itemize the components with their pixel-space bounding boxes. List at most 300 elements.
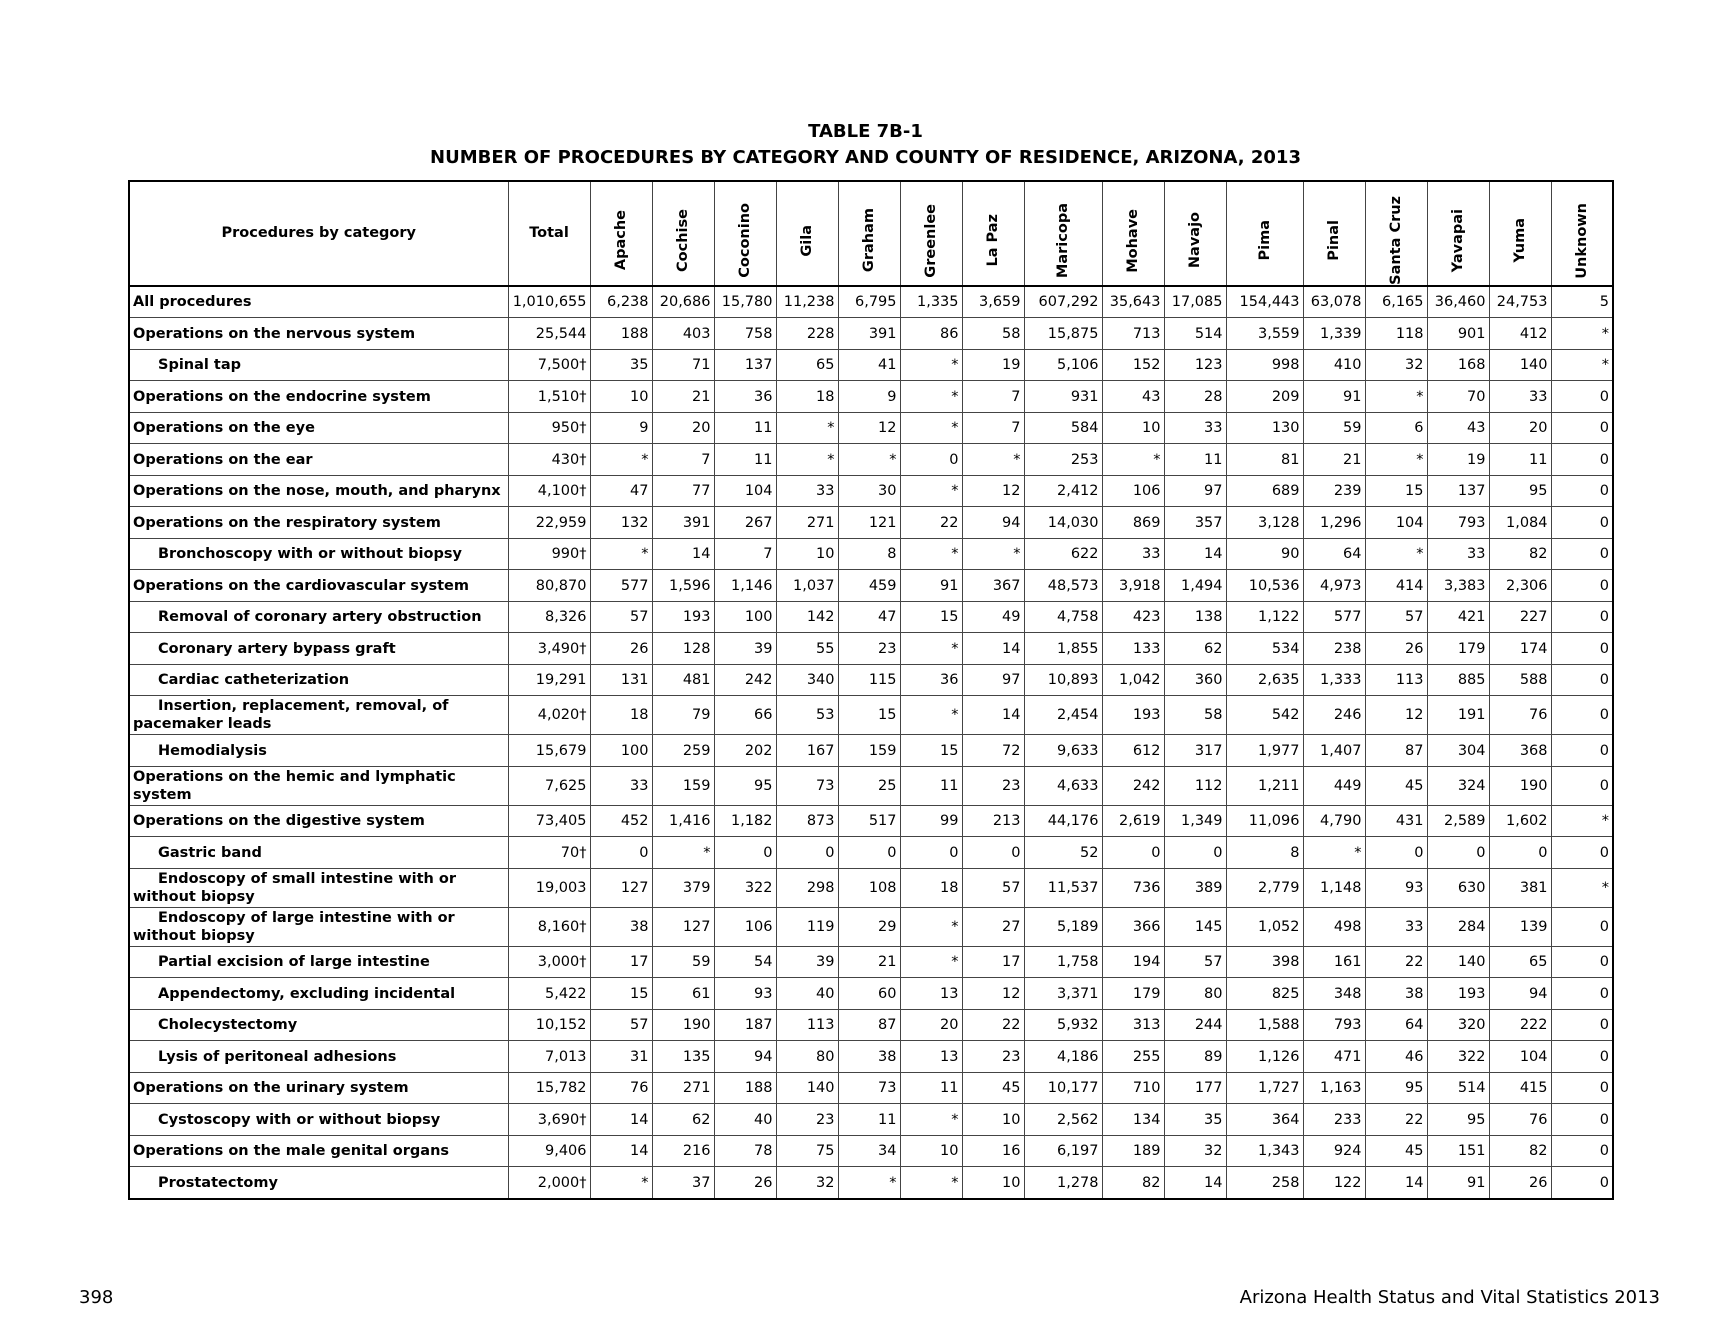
county-cell: 59 — [1303, 412, 1365, 444]
county-cell: 32 — [1164, 1135, 1226, 1167]
county-cell: * — [900, 1104, 962, 1136]
county-cell: 82 — [1489, 538, 1551, 570]
county-cell: 423 — [1102, 601, 1164, 633]
county-cell: 190 — [1489, 766, 1551, 805]
county-cell: 80 — [1164, 978, 1226, 1010]
county-name: Maricopa — [1055, 202, 1071, 278]
county-cell: 26 — [1489, 1167, 1551, 1199]
row-label — [129, 696, 508, 735]
county-cell: 2,589 — [1427, 805, 1489, 837]
county-cell: 1,416 — [652, 805, 714, 837]
county-cell: 168 — [1427, 349, 1489, 381]
table-row — [129, 868, 1613, 907]
county-cell: 391 — [652, 507, 714, 539]
county-cell: 187 — [714, 1009, 776, 1041]
county-cell: 0 — [900, 444, 962, 476]
county-cell: 3,918 — [1102, 570, 1164, 602]
county-cell: 79 — [652, 696, 714, 735]
county-cell: 12 — [962, 475, 1024, 507]
county-cell: 3,659 — [962, 286, 1024, 318]
row-label-text: Lysis of peritoneal adhesions — [158, 1048, 397, 1065]
row-label — [129, 946, 508, 978]
county-cell: 517 — [838, 805, 900, 837]
county-cell: 1,588 — [1226, 1009, 1303, 1041]
county-cell: 931 — [1024, 381, 1102, 413]
row-label-text: Operations on the eye — [133, 420, 315, 437]
row-label — [129, 412, 508, 444]
county-cell: 33 — [1365, 907, 1427, 946]
county-cell: 449 — [1303, 766, 1365, 805]
county-cell: 49 — [962, 601, 1024, 633]
county-cell: 0 — [1551, 412, 1613, 444]
county-cell: 26 — [714, 1167, 776, 1199]
county-cell: 2,454 — [1024, 696, 1102, 735]
county-cell: 87 — [1365, 735, 1427, 767]
county-cell: * — [900, 907, 962, 946]
county-cell: 10,177 — [1024, 1072, 1102, 1104]
county-cell: 271 — [776, 507, 838, 539]
county-cell: * — [962, 538, 1024, 570]
county-cell: 16 — [962, 1135, 1024, 1167]
county-cell: 14 — [1164, 1167, 1226, 1199]
county-cell: 113 — [1365, 664, 1427, 696]
county-cell: 138 — [1164, 601, 1226, 633]
county-cell: 246 — [1303, 696, 1365, 735]
county-cell: 64 — [1303, 538, 1365, 570]
county-cell: * — [900, 538, 962, 570]
county-cell: 58 — [962, 318, 1024, 350]
row-label — [129, 318, 508, 350]
county-cell: * — [962, 444, 1024, 476]
row-label-text: Operations on the cardiovascular system — [133, 577, 469, 594]
county-cell: 95 — [1365, 1072, 1427, 1104]
county-cell: 57 — [1164, 946, 1226, 978]
county-cell: 1,758 — [1024, 946, 1102, 978]
row-label — [129, 837, 508, 869]
county-cell: 18 — [776, 381, 838, 413]
county-cell: 30 — [838, 475, 900, 507]
county-cell: 1,163 — [1303, 1072, 1365, 1104]
county-cell: 11 — [714, 412, 776, 444]
county-cell: 577 — [1303, 601, 1365, 633]
county-cell: 1,343 — [1226, 1135, 1303, 1167]
total-cell: 9,406 — [508, 1135, 590, 1167]
county-cell: * — [900, 1167, 962, 1199]
county-cell: 18 — [590, 696, 652, 735]
county-cell: 17 — [962, 946, 1024, 978]
total-cell: 3,000† — [508, 946, 590, 978]
county-cell: 47 — [838, 601, 900, 633]
total-cell: 22,959 — [508, 507, 590, 539]
county-cell: 1,052 — [1226, 907, 1303, 946]
county-cell: 17,085 — [1164, 286, 1226, 318]
county-name: Gila — [799, 224, 815, 257]
county-cell: 15 — [900, 601, 962, 633]
county-cell: 194 — [1102, 946, 1164, 978]
table-row — [129, 907, 1613, 946]
row-label-text: Endoscopy of small intestine with or without biopsy — [133, 870, 457, 905]
county-cell: 62 — [652, 1104, 714, 1136]
total-cell: 7,625 — [508, 766, 590, 805]
county-name: Pinal — [1326, 220, 1342, 261]
row-label-text: All procedures — [133, 294, 252, 311]
county-cell: 242 — [1102, 766, 1164, 805]
table-row — [129, 475, 1613, 507]
county-cell: 5,932 — [1024, 1009, 1102, 1041]
county-cell: 159 — [652, 766, 714, 805]
county-cell: 26 — [1365, 633, 1427, 665]
county-cell: 5 — [1551, 286, 1613, 318]
county-name: Cochise — [675, 208, 691, 272]
row-label-text: Operations on the endocrine system — [133, 388, 431, 405]
column-header-county — [1024, 181, 1102, 286]
county-cell: 57 — [590, 1009, 652, 1041]
county-cell: 26 — [590, 633, 652, 665]
county-cell: 43 — [1102, 381, 1164, 413]
county-cell: 0 — [776, 837, 838, 869]
county-cell: 190 — [652, 1009, 714, 1041]
county-cell: 137 — [1427, 475, 1489, 507]
county-cell: 1,182 — [714, 805, 776, 837]
county-cell: 131 — [590, 664, 652, 696]
county-cell: 227 — [1489, 601, 1551, 633]
table-row — [129, 1072, 1613, 1104]
county-cell: 9 — [838, 381, 900, 413]
county-cell: 379 — [652, 868, 714, 907]
county-cell: 14 — [590, 1135, 652, 1167]
county-cell: 6,165 — [1365, 286, 1427, 318]
county-cell: 389 — [1164, 868, 1226, 907]
row-label-text: Partial excision of large intestine — [158, 954, 430, 971]
county-cell: 0 — [900, 837, 962, 869]
county-cell: 415 — [1489, 1072, 1551, 1104]
county-cell: * — [1551, 805, 1613, 837]
county-cell: 25 — [838, 766, 900, 805]
county-cell: 23 — [962, 1041, 1024, 1073]
county-cell: 313 — [1102, 1009, 1164, 1041]
county-cell: 10 — [900, 1135, 962, 1167]
county-cell: 284 — [1427, 907, 1489, 946]
county-cell: 244 — [1164, 1009, 1226, 1041]
county-cell: 793 — [1303, 1009, 1365, 1041]
county-cell: 76 — [1489, 696, 1551, 735]
county-cell: 15,875 — [1024, 318, 1102, 350]
county-cell: 3,559 — [1226, 318, 1303, 350]
county-cell: 46 — [1365, 1041, 1427, 1073]
county-cell: 13 — [900, 1041, 962, 1073]
county-cell: 87 — [838, 1009, 900, 1041]
county-cell: 22 — [1365, 1104, 1427, 1136]
total-cell: 10,152 — [508, 1009, 590, 1041]
county-cell: 0 — [1551, 538, 1613, 570]
row-label-text: Operations on the urinary system — [133, 1080, 409, 1097]
county-cell: 31 — [590, 1041, 652, 1073]
county-cell: 40 — [776, 978, 838, 1010]
row-label-text: Gastric band — [158, 844, 262, 861]
column-header-county — [1427, 181, 1489, 286]
column-header-county — [590, 181, 652, 286]
county-cell: * — [652, 837, 714, 869]
county-cell: 0 — [1551, 633, 1613, 665]
county-cell: 115 — [838, 664, 900, 696]
county-cell: 90 — [1226, 538, 1303, 570]
county-cell: 39 — [714, 633, 776, 665]
county-cell: 885 — [1427, 664, 1489, 696]
county-cell: 23 — [838, 633, 900, 665]
row-label-text: Insertion, replacement, removal, of pacemaker leads — [133, 698, 449, 733]
total-cell: 2,000† — [508, 1167, 590, 1199]
table-row — [129, 766, 1613, 805]
county-cell: 72 — [962, 735, 1024, 767]
county-cell: 360 — [1164, 664, 1226, 696]
county-cell: 14 — [590, 1104, 652, 1136]
county-cell: 123 — [1164, 349, 1226, 381]
county-cell: 54 — [714, 946, 776, 978]
county-cell: 11 — [1164, 444, 1226, 476]
county-cell: 322 — [1427, 1041, 1489, 1073]
county-cell: 10 — [776, 538, 838, 570]
county-cell: 37 — [652, 1167, 714, 1199]
county-cell: 108 — [838, 868, 900, 907]
county-cell: 222 — [1489, 1009, 1551, 1041]
row-label-text: Operations on the nervous system — [133, 325, 416, 342]
county-cell: 267 — [714, 507, 776, 539]
county-cell: 100 — [590, 735, 652, 767]
county-cell: 0 — [1551, 978, 1613, 1010]
county-cell: 710 — [1102, 1072, 1164, 1104]
table-title: NUMBER OF PROCEDURES BY CATEGORY AND COUNTY OF RESIDENCE, ARIZONA, 2013 — [430, 147, 1301, 168]
row-label — [129, 868, 508, 907]
county-cell: 57 — [1365, 601, 1427, 633]
county-cell: 20,686 — [652, 286, 714, 318]
total-cell: 950† — [508, 412, 590, 444]
county-cell: 134 — [1102, 1104, 1164, 1136]
county-cell: 259 — [652, 735, 714, 767]
county-cell: 94 — [1489, 978, 1551, 1010]
county-cell: 63,078 — [1303, 286, 1365, 318]
county-cell: 33 — [1427, 538, 1489, 570]
county-cell: 135 — [652, 1041, 714, 1073]
county-cell: 145 — [1164, 907, 1226, 946]
county-cell: 0 — [1551, 570, 1613, 602]
county-name: Navajo — [1187, 212, 1203, 269]
county-cell: 238 — [1303, 633, 1365, 665]
table-number: TABLE 7B-1 — [808, 121, 923, 142]
row-label-text: Cystoscopy with or without biopsy — [158, 1111, 441, 1128]
county-cell: 174 — [1489, 633, 1551, 665]
county-cell: 78 — [714, 1135, 776, 1167]
table-row — [129, 1135, 1613, 1167]
county-cell: 1,146 — [714, 570, 776, 602]
county-cell: * — [1551, 868, 1613, 907]
row-label-text: Prostatectomy — [158, 1174, 278, 1191]
row-label — [129, 1041, 508, 1073]
county-cell: * — [776, 412, 838, 444]
county-cell: 0 — [962, 837, 1024, 869]
county-cell: 167 — [776, 735, 838, 767]
county-cell: 1,296 — [1303, 507, 1365, 539]
column-header-county — [838, 181, 900, 286]
county-cell: 21 — [652, 381, 714, 413]
county-cell: 140 — [1489, 349, 1551, 381]
county-cell: 7 — [714, 538, 776, 570]
total-cell: 990† — [508, 538, 590, 570]
county-cell: 2,619 — [1102, 805, 1164, 837]
county-cell: 40 — [714, 1104, 776, 1136]
county-cell: * — [1365, 381, 1427, 413]
row-label-text: Cholecystectomy — [158, 1017, 298, 1034]
county-cell: 45 — [1365, 766, 1427, 805]
county-cell: 1,084 — [1489, 507, 1551, 539]
county-cell: 89 — [1164, 1041, 1226, 1073]
county-name: Santa Cruz — [1388, 196, 1404, 285]
county-cell: 1,407 — [1303, 735, 1365, 767]
county-cell: 33 — [1489, 381, 1551, 413]
county-cell: 82 — [1102, 1167, 1164, 1199]
column-header-county — [1303, 181, 1365, 286]
county-cell: 209 — [1226, 381, 1303, 413]
county-cell: * — [590, 444, 652, 476]
county-cell: * — [1102, 444, 1164, 476]
county-cell: 127 — [590, 868, 652, 907]
county-cell: 14 — [1164, 538, 1226, 570]
county-cell: 1,126 — [1226, 1041, 1303, 1073]
county-cell: 364 — [1226, 1104, 1303, 1136]
county-cell: 193 — [652, 601, 714, 633]
county-cell: * — [1551, 349, 1613, 381]
county-cell: 452 — [590, 805, 652, 837]
county-cell: 152 — [1102, 349, 1164, 381]
county-cell: 1,042 — [1102, 664, 1164, 696]
column-header-county — [1164, 181, 1226, 286]
total-cell: 25,544 — [508, 318, 590, 350]
county-cell: 77 — [652, 475, 714, 507]
county-cell: 368 — [1489, 735, 1551, 767]
county-cell: 7 — [962, 381, 1024, 413]
county-cell: 97 — [1164, 475, 1226, 507]
county-cell: * — [776, 444, 838, 476]
county-cell: 1,349 — [1164, 805, 1226, 837]
county-cell: 62 — [1164, 633, 1226, 665]
county-cell: 15 — [900, 735, 962, 767]
county-cell: 122 — [1303, 1167, 1365, 1199]
county-cell: 2,779 — [1226, 868, 1303, 907]
table-row — [129, 1009, 1613, 1041]
county-cell: 14 — [962, 633, 1024, 665]
column-header-county — [1551, 181, 1613, 286]
county-cell: 10 — [1102, 412, 1164, 444]
row-label — [129, 907, 508, 946]
row-label — [129, 1167, 508, 1199]
county-cell: 32 — [776, 1167, 838, 1199]
county-cell: 514 — [1164, 318, 1226, 350]
county-cell: 5,106 — [1024, 349, 1102, 381]
column-header-county — [776, 181, 838, 286]
county-cell: 137 — [714, 349, 776, 381]
county-cell: 18 — [900, 868, 962, 907]
row-label-text: Operations on the respiratory system — [133, 514, 441, 531]
county-cell: 91 — [1427, 1167, 1489, 1199]
row-label — [129, 978, 508, 1010]
column-header-county — [1489, 181, 1551, 286]
county-cell: 11,238 — [776, 286, 838, 318]
column-header-total: Total — [508, 181, 590, 286]
table-row — [129, 1167, 1613, 1199]
county-cell: 1,037 — [776, 570, 838, 602]
county-cell: 11,096 — [1226, 805, 1303, 837]
total-cell: 3,490† — [508, 633, 590, 665]
table-row — [129, 444, 1613, 476]
table-row — [129, 735, 1613, 767]
county-cell: 38 — [1365, 978, 1427, 1010]
county-cell: 75 — [776, 1135, 838, 1167]
county-cell: 39 — [776, 946, 838, 978]
county-cell: 271 — [652, 1072, 714, 1104]
table-row — [129, 349, 1613, 381]
county-cell: 253 — [1024, 444, 1102, 476]
county-cell: * — [900, 633, 962, 665]
column-header-county — [714, 181, 776, 286]
county-cell: 5,189 — [1024, 907, 1102, 946]
county-cell: 11 — [714, 444, 776, 476]
county-cell: 36 — [714, 381, 776, 413]
county-cell: 6,238 — [590, 286, 652, 318]
table-row — [129, 412, 1613, 444]
row-label — [129, 349, 508, 381]
county-cell: 14 — [652, 538, 714, 570]
county-cell: 1,602 — [1489, 805, 1551, 837]
county-cell: 213 — [962, 805, 1024, 837]
county-cell: 66 — [714, 696, 776, 735]
county-name: Apache — [613, 210, 629, 271]
row-label-text: Endoscopy of large intestine with or without biopsy — [133, 909, 455, 944]
county-cell: 193 — [1427, 978, 1489, 1010]
county-cell: 630 — [1427, 868, 1489, 907]
county-cell: 95 — [1489, 475, 1551, 507]
county-cell: 381 — [1489, 868, 1551, 907]
county-cell: 27 — [962, 907, 1024, 946]
county-cell: * — [1303, 837, 1365, 869]
county-cell: * — [900, 946, 962, 978]
county-cell: 324 — [1427, 766, 1489, 805]
county-cell: 12 — [962, 978, 1024, 1010]
county-cell: 33 — [1102, 538, 1164, 570]
county-name: Graham — [861, 208, 877, 273]
county-cell: 367 — [962, 570, 1024, 602]
county-cell: 577 — [590, 570, 652, 602]
county-cell: 73 — [776, 766, 838, 805]
county-cell: 1,727 — [1226, 1072, 1303, 1104]
row-label-text: Hemodialysis — [158, 742, 267, 759]
county-cell: * — [900, 381, 962, 413]
county-cell: 869 — [1102, 507, 1164, 539]
total-cell: 4,100† — [508, 475, 590, 507]
county-cell: 188 — [714, 1072, 776, 1104]
table-row — [129, 318, 1613, 350]
county-cell: 82 — [1489, 1135, 1551, 1167]
county-cell: 584 — [1024, 412, 1102, 444]
county-cell: 0 — [1102, 837, 1164, 869]
county-cell: 414 — [1365, 570, 1427, 602]
row-label — [129, 1104, 508, 1136]
county-cell: 0 — [1551, 381, 1613, 413]
county-cell: 91 — [1303, 381, 1365, 413]
row-label — [129, 507, 508, 539]
county-cell: 159 — [838, 735, 900, 767]
county-cell: 1,122 — [1226, 601, 1303, 633]
county-cell: 130 — [1226, 412, 1303, 444]
county-cell: 1,494 — [1164, 570, 1226, 602]
